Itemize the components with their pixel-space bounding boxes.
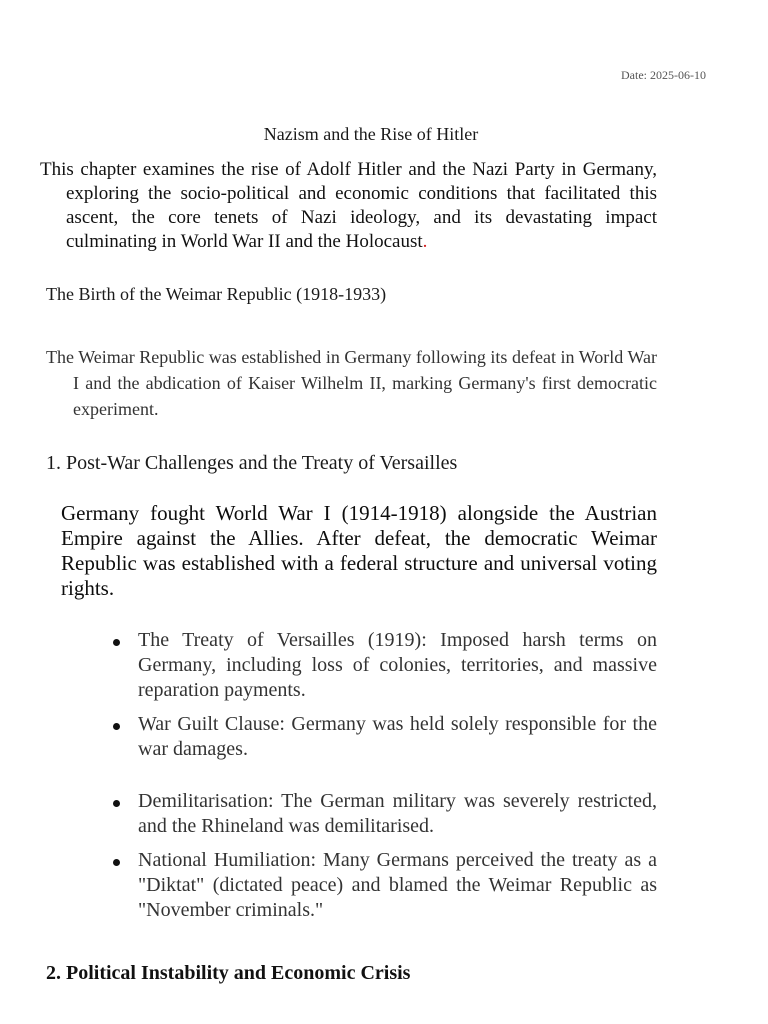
list-item-text: National Humiliation: Many Germans perceived the treaty as a "Diktat" (dictated peace) and blamed the Weimar Republic as "November criminals."	[138, 849, 657, 921]
list-item-text: War Guilt Clause: Germany was held solely responsible for the war damages.	[138, 713, 657, 760]
document-date: Date: 2025-06-10	[621, 68, 706, 82]
bullet-icon	[113, 800, 120, 807]
intro-end-mark: .	[422, 231, 428, 252]
list-item	[113, 712, 657, 762]
bullet-list	[113, 628, 657, 923]
bullet-icon	[113, 723, 120, 730]
intro-paragraph	[40, 158, 657, 254]
list-item	[113, 848, 657, 923]
post-war-paragraph: Germany fought World War I (1914-1918) alongside the Austrian Empire against the Allies. After defeat, the democratic Weimar Republic was established with a federal structure and universal voting rights.	[61, 501, 657, 600]
document-title: Nazism and the Rise of Hitler	[263, 124, 479, 144]
list-item	[113, 789, 657, 839]
list-item-text: Demilitarisation: The German military was severely restricted, and the Rhineland was demilitarised.	[138, 790, 657, 837]
bullet-icon	[113, 859, 120, 866]
list-item-text: The Treaty of Versailles (1919): Imposed harsh terms on Germany, including loss of colonies, territories, and massive reparation payments.	[138, 629, 657, 701]
subsection-heading-political-instability: 2. Political Instability and Economic Crisis	[46, 962, 411, 984]
list-item	[113, 628, 657, 703]
intro-text: This chapter examines the rise of Adolf Hitler and the Nazi Party in Germany, exploring the socio-political and economic conditions that facilitated this ascent, the core tenets of Nazi ideology, and its devastating impact culminating in World War II and the Holocaust	[40, 159, 657, 252]
weimar-paragraph: The Weimar Republic was established in Germany following its defeat in World War I and the abdication of Kaiser Wilhelm II, marking Germany's first democratic experiment.	[46, 347, 657, 419]
subsection-heading-post-war: 1. Post-War Challenges and the Treaty of Versailles	[46, 452, 458, 474]
section-heading-weimar: The Birth of the Weimar Republic (1918-1933)	[46, 284, 387, 304]
bullet-icon	[113, 639, 120, 646]
